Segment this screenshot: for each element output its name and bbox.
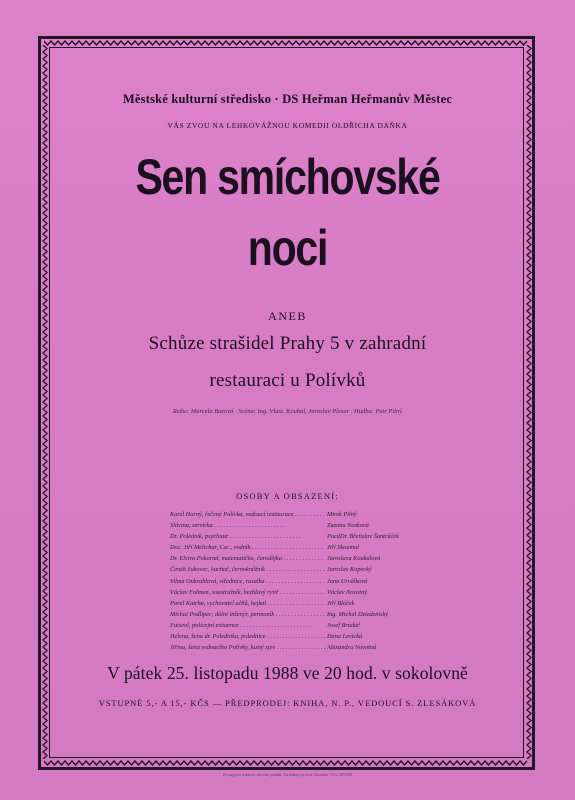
cast-role: Fuiseol, policejní existence . . . [170, 620, 325, 631]
cast-row [170, 609, 440, 620]
cast-role: Václav Folman, soustružník, bezhlavý rytíř . . . [170, 587, 325, 598]
cast-role: Karel Horný, řečený Polívka, vedoucí restaurace . . . [170, 509, 325, 520]
title-line-2: noci [247, 220, 328, 276]
organizer-line: Městské kulturní středisko · DS Heřman Heřmanův Městec [122, 92, 453, 106]
cast-actor: Jiří Bláček [327, 599, 355, 607]
left-zigzag-ornament [42, 45, 48, 759]
cast-actor: Václav Novotný [327, 588, 368, 596]
bottom-zigzag-ornament [44, 760, 530, 766]
cast-row [170, 642, 440, 653]
cast-list [170, 509, 440, 653]
performance-date: V pátek 25. listopadu 1988 ve 20 hod. v sokolovně [107, 663, 468, 683]
top-zigzag-ornament [44, 40, 530, 46]
cast-actor: Jana Urválková [327, 577, 368, 585]
cast-actor: Zuzana Nosková [327, 522, 369, 530]
cast-row [170, 587, 440, 598]
cast-actor: Mirek Pilný [327, 511, 357, 518]
cast-role: Čeněk Sukovec, kuchař, černokněžník . . . [170, 564, 325, 575]
cast-actor: PaedDr. Břetislav Šantrůček [327, 533, 399, 541]
cast-actor: Josef Bradáč [327, 621, 361, 629]
cast-actor: Jaroslav Kopecký [327, 566, 372, 574]
cast-role: Dr. Polednik, psychiatr . . . [170, 531, 325, 542]
cast-role: Vilma Oukrahlová, středníce, rusalka . . . [170, 576, 325, 587]
cast-actor: Alexandra Novotná [327, 644, 377, 652]
cast-row [170, 553, 440, 564]
cast-row [170, 631, 440, 642]
aneb-label: ANEB [268, 309, 307, 323]
cast-row [170, 598, 440, 609]
right-zigzag-ornament [526, 45, 532, 759]
title-line-1: Sen smíchovské [135, 149, 440, 205]
cast-role: Jiřina, žena vedoucího Polívky, luzný zjev . . . [170, 642, 325, 653]
subtitle-line-2: restauraci u Polívků [209, 370, 366, 391]
cast-actor: Dana Levická [327, 633, 363, 641]
cast-heading: OSOBY A OBSAZENÍ: [236, 491, 339, 501]
cast-role: Doc. Jiří Melichar, Csc., vodník . . . [170, 542, 325, 553]
cast-row [170, 576, 440, 587]
cast-role: Dr. Elvira Pokorná, matematička, čarodějka . . . [170, 553, 325, 564]
cast-actor: Ing. Michal Dziedzinský [327, 610, 389, 618]
cast-role: Michal Podlipec, důlní inženýr, permoník . . . [170, 609, 325, 620]
cast-role: Helena, žena dr. Polednika, polednice . . . [170, 631, 325, 642]
cast-row [170, 509, 440, 520]
cast-row [170, 531, 440, 542]
invitation-line: VÁS ZVOU NA LEHKOVÁŽNOU KOMEDII OLDŘICHA DAŇKA [167, 121, 408, 130]
subtitle-line-1: Schůze strašidel Prahy 5 v zahradní [148, 333, 427, 354]
cast-actor: Jaroslava Koukalová [327, 555, 381, 563]
printer-footer: Propagační tiskárna, závodní podnik, Pardubice, provoz Chrudim · F.G. 3853/88 [223, 772, 352, 777]
cast-row [170, 620, 440, 631]
credits-line: Režie: Marcela Buzová · Scéna: Ing. Vlast. Koubal, Jaroslav Plesar · Hudba: Petr Pilný [172, 408, 403, 415]
cast-row [170, 564, 440, 575]
cast-role: Pavel Kutrba, vychovatel učňů, hejkal . . . [170, 598, 325, 609]
cast-row [170, 520, 440, 531]
cast-row [170, 542, 440, 553]
cast-actor: Jiří Skoumal [327, 544, 360, 552]
cast-role: Slávina, servírka . . . [170, 520, 325, 531]
ticket-prices: VSTUPNÉ 5,- A 15,- KČS — PŘEDPRODEJ: KNIHA, N. P., VEDOUCÍ S. ZLESÁKOVÁ [98, 698, 477, 708]
